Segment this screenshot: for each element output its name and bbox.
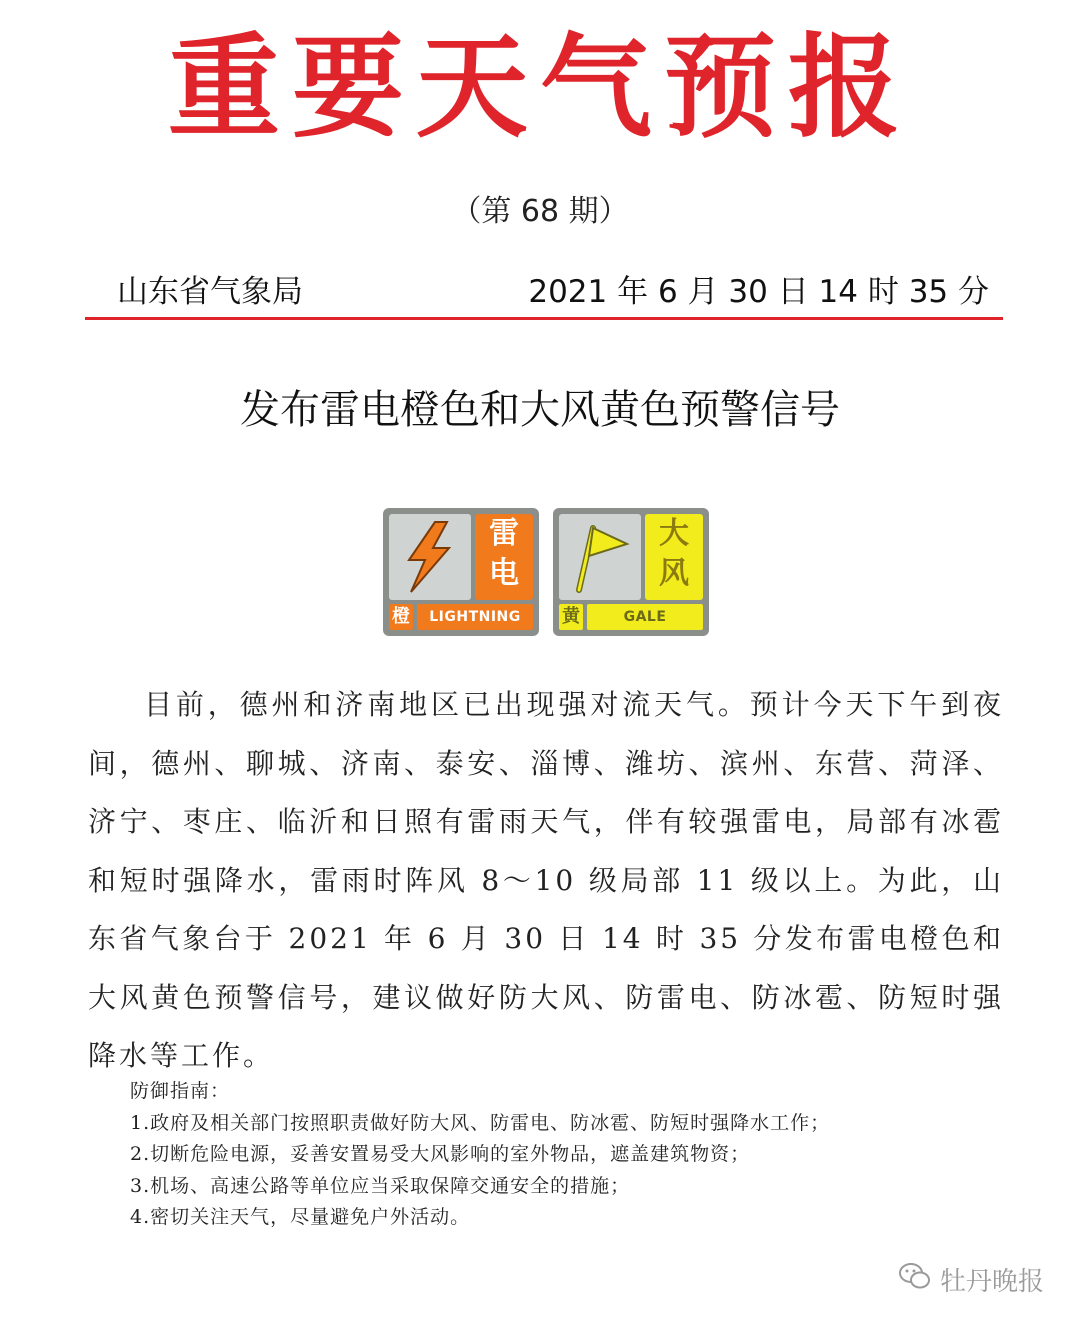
issue-datetime: 2021 年 6 月 30 日 14 时 35 分: [528, 274, 989, 310]
signal-char: 雷: [489, 516, 519, 551]
headline: 发布雷电橙色和大风黄色预警信号: [240, 387, 840, 433]
signal-chars: [645, 514, 703, 600]
signal-level: 黄: [559, 604, 583, 630]
guide-item: 2.切断危险电源，妥善安置易受大风影响的室外物品，遮盖建筑物资；: [130, 1143, 751, 1165]
guide-item: 4.密切关注天气，尽量避免户外活动。: [130, 1206, 471, 1228]
guide-item: 3.机场、高速公路等单位应当采取保障交通安全的措施；: [130, 1174, 631, 1197]
signal-char: 风: [659, 556, 689, 591]
issuer: 山东省气象局: [117, 274, 303, 310]
gale-yellow-signal: [553, 508, 709, 636]
watermark-text: 牡丹晚报: [939, 1267, 1044, 1297]
document-title: 重要天气预报: [168, 23, 912, 153]
signal-english: LIGHTNING: [417, 604, 533, 630]
signal-char: 大: [659, 516, 689, 551]
guide-heading: 防御指南：: [130, 1080, 231, 1102]
signal-english: GALE: [587, 604, 703, 630]
defense-guide: [130, 1076, 1010, 1234]
body-paragraph: 目前，德州和济南地区已出现强对流天气。预计今天下午到夜间，德州、聊城、济南、泰安、淄博、潍坊、滨州、东营、菏泽、济宁、枣庄、临沂和日照有雷雨天气，伴有较强雷电，局部有冰雹和短时强降水，雷雨时阵风 8～10 级局部 11 级以上。为此，山东省气象台于 2021 年 6 月 30 日 14 时 35 分发布雷电橙色和大风黄色预警信号，建议做好防大风、防雷电、防冰雹、防短时强降水等工作。: [88, 688, 1004, 1072]
flag-icon: [559, 514, 641, 600]
meta-row: [85, 268, 1003, 316]
signal-char: 电: [489, 556, 519, 591]
issue-number: （第 68 期）: [451, 194, 629, 229]
red-divider: [85, 317, 1003, 320]
guide-item: 1.政府及相关部门按照职责做好防大风、防雷电、防冰雹、防短时强降水工作；: [130, 1111, 831, 1134]
watermark: [898, 1262, 1044, 1302]
signal-chars: [475, 514, 533, 600]
wechat-icon: [898, 1261, 932, 1303]
lightning-icon: [389, 514, 471, 600]
signal-level: 橙: [389, 604, 413, 630]
lightning-orange-signal: [383, 508, 539, 636]
